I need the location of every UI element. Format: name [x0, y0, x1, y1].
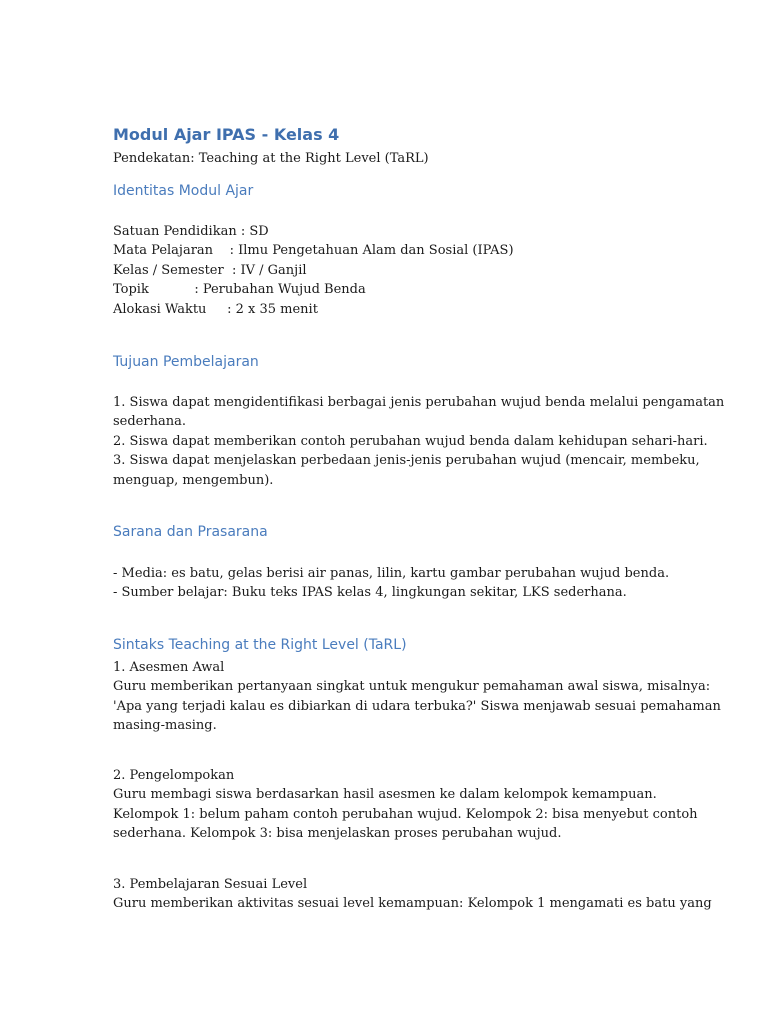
field-separator: : — [236, 224, 250, 239]
identitas-row — [113, 241, 514, 260]
step-title: 1. Asesmen Awal — [113, 660, 225, 675]
document-subtitle: Pendekatan: Teaching at the Right Level (TaRL) — [113, 151, 429, 166]
field-value: Ilmu Pengetahuan Alam dan Sosial (IPAS) — [238, 243, 514, 259]
step-line: sederhana. Kelompok 3: bisa menjelaskan proses perubahan wujud. — [113, 826, 562, 842]
step-title: 3. Pembelajaran Sesuai Level — [113, 877, 308, 892]
tujuan-line: 3. Siswa dapat menjelaskan perbedaan jenis-jenis perubahan wujud (mencair, membeku, — [113, 453, 700, 469]
sintaks-step-1 — [113, 658, 721, 736]
tujuan-list — [113, 393, 724, 490]
field-separator: : — [213, 243, 239, 259]
field-label: Mata Pelajaran — [113, 243, 214, 259]
section-heading-sarana: Sarana dan Prasarana — [113, 524, 268, 540]
sarana-list — [113, 564, 669, 603]
tujuan-line: 1. Siswa dapat mengidentifikasi berbagai jenis perubahan wujud benda melalui pengamatan — [113, 395, 725, 410]
field-label: Kelas / Semester — [113, 262, 224, 278]
identitas-row — [113, 222, 514, 241]
step-title: 2. Pengelompokan — [113, 768, 235, 783]
step-line: Guru membagi siswa berdasarkan hasil asesmen ke dalam kelompok kemampuan. — [113, 787, 657, 803]
field-label: Alokasi Waktu — [113, 301, 207, 317]
field-separator: : — [148, 282, 203, 298]
identitas-row — [113, 300, 514, 319]
section-heading-sintaks: Sintaks Teaching at the Right Level (TaRL) — [113, 637, 407, 653]
tujuan-line: menguap, mengembun). — [113, 472, 274, 488]
field-value: SD — [249, 224, 269, 239]
field-label: Topik — [113, 282, 149, 298]
tujuan-line: sederhana. — [113, 414, 186, 430]
identitas-row — [113, 261, 514, 280]
step-line: Kelompok 1: belum paham contoh perubahan wujud. Kelompok 2: bisa menyebut contoh — [113, 806, 698, 822]
tujuan-line: 2. Siswa dapat memberikan contoh perubahan wujud benda dalam kehidupan sehari-hari. — [113, 433, 708, 449]
sarana-line: - Media: es batu, gelas berisi air panas, lilin, kartu gambar perubahan wujud benda. — [113, 566, 670, 581]
step-line: Guru memberikan aktivitas sesuai level kemampuan: Kelompok 1 mengamati es batu yang — [113, 896, 712, 912]
section-heading-identitas: Identitas Modul Ajar — [113, 183, 254, 199]
field-separator: : — [206, 301, 236, 317]
field-separator: : — [223, 262, 241, 278]
field-value: IV / Ganjil — [240, 262, 307, 278]
step-line: masing-masing. — [113, 718, 217, 734]
field-label: Satuan Pendidikan — [113, 224, 237, 239]
sintaks-step-2 — [113, 766, 698, 844]
sintaks-step-3 — [113, 875, 712, 914]
step-line: Guru memberikan pertanyaan singkat untuk mengukur pemahaman awal siswa, misalnya: — [113, 679, 711, 695]
identitas-row — [113, 280, 514, 299]
document-title: Modul Ajar IPAS - Kelas 4 — [113, 125, 340, 144]
section-heading-tujuan: Tujuan Pembelajaran — [113, 354, 259, 370]
sarana-line: - Sumber belajar: Buku teks IPAS kelas 4, lingkungan sekitar, LKS sederhana. — [113, 585, 627, 601]
identitas-fields — [113, 222, 514, 319]
field-value: Perubahan Wujud Benda — [202, 282, 366, 298]
step-line: 'Apa yang terjadi kalau es dibiarkan di udara terbuka?' Siswa menjawab sesuai pemahaman — [113, 698, 721, 714]
field-value: 2 x 35 menit — [235, 301, 318, 317]
